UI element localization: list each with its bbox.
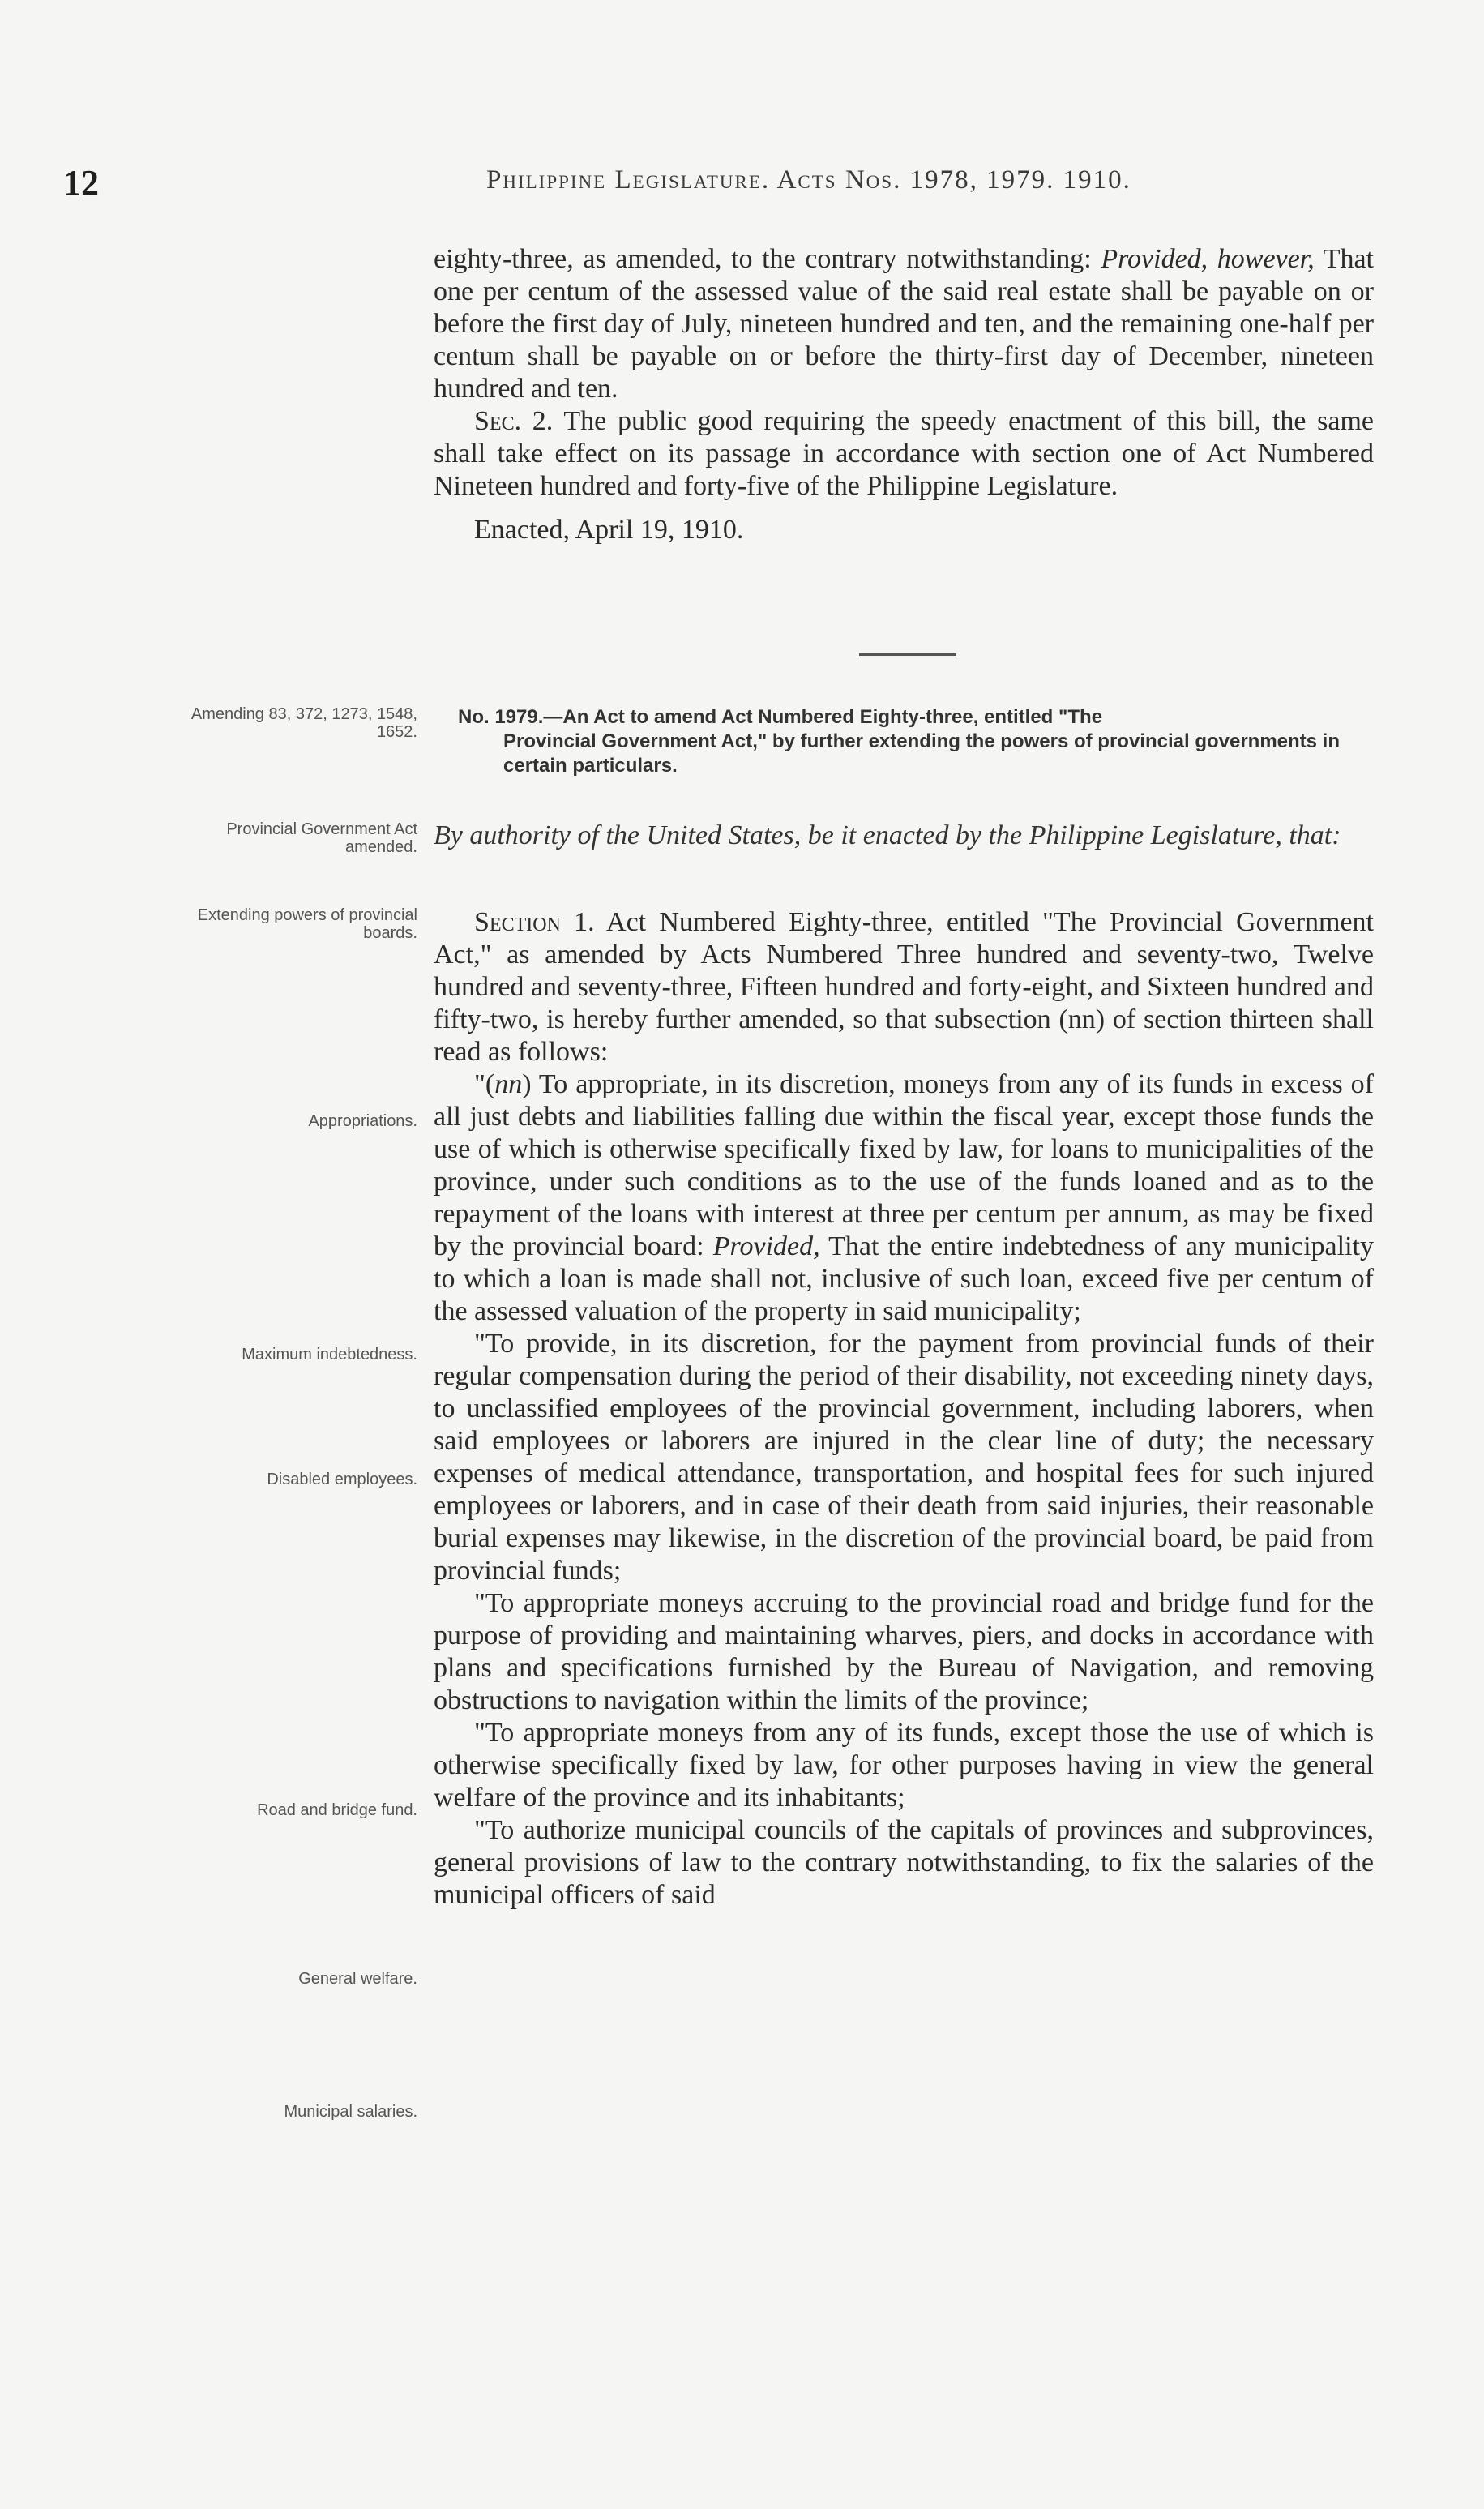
margin-note-extending: Extending powers of provincial boards. bbox=[197, 906, 417, 942]
proviso-text-a: eighty-three, as amended, to the contrary notwithstanding: bbox=[434, 244, 1101, 274]
margin-note-maximum: Maximum indebtedness. bbox=[242, 1346, 417, 1364]
margin-note-disabled: Disabled employees. bbox=[267, 1471, 417, 1488]
margin-note-appropriations: Appropriations. bbox=[308, 1112, 417, 1130]
act-1978-continuation bbox=[434, 243, 1374, 546]
running-head: Philippine Legislature. Acts Nos. 1978, 1979. 1910. bbox=[486, 165, 1131, 195]
municipal-salaries-clause: "To authorize municipal councils of the capitals of provinces and subprovinces, general provisions of law to the contrary notwithstanding, to fix the salaries of the municipal officers of said bbox=[434, 1815, 1374, 1910]
act-number: No. 1979. bbox=[458, 706, 544, 728]
section-1-label: Section 1. bbox=[474, 907, 595, 937]
section-1 bbox=[434, 906, 1374, 1068]
margin-note-welfare: General welfare. bbox=[298, 1970, 417, 1988]
subsection-nn bbox=[434, 1068, 1374, 1328]
nn-proviso-label: Provided, bbox=[712, 1231, 820, 1261]
nn-label: nn bbox=[494, 1069, 523, 1099]
margin-note-road: Road and bridge fund. bbox=[257, 1801, 417, 1819]
nn-text-c: That the entire indebtedness of any municipality to which a loan is made shall not, inclusive of such loan, exceed five per centum of the assessed valuation of the property in said municipality; bbox=[434, 1231, 1374, 1326]
proviso-text-b: That one per centum of the assessed value of the said real estate shall be payable on or before the first day of July, nineteen hundred and ten, and the remaining one-half per centum shall be payable on or before the thirty-first day of December, nineteen hundred and ten. bbox=[434, 244, 1374, 404]
section-2-text: The public good requiring the speedy enactment of this bill, the same shall take effect on its passage in accordance with section one of Act Numbered Nineteen hundred and forty-five of the Philippine Legislature. bbox=[434, 406, 1374, 501]
section-2-label: Sec. 2. bbox=[474, 406, 554, 436]
section-divider bbox=[859, 653, 956, 656]
proviso-label: Provided, however, bbox=[1101, 244, 1315, 274]
act-heading bbox=[458, 705, 1374, 778]
disabled-employees-clause: "To provide, in its discretion, for the payment from provincial funds of their regular compensation during the period of their disability, not exceeding ninety days, to unclassified employees of the provincial government, including laborers, when said employees or laborers are injured in the clear line of duty; the necessary expenses of medical attendance, transportation, and hospital fees for such injured employees or laborers, and in case of their death from said injuries, their reasonable burial expenses may likewise, in the discretion of the provincial board, be paid from provincial funds; bbox=[434, 1329, 1374, 1586]
margin-note-salaries: Municipal salaries. bbox=[284, 2103, 417, 2121]
page-number: 12 bbox=[63, 163, 99, 203]
nn-text-b: ) To appropriate, in its discretion, moneys from any of its funds in excess of all just debts and liabilities falling due within the fiscal year, except those funds the use of which is otherwise specifically fixed by law, for loans to municipalities of the province, under such conditions as to the use of the funds loaned and as to the repayment of the loans with interest at three per centum per annum, as may be fixed by the provincial board: bbox=[434, 1069, 1374, 1261]
section-1-text: Act Numbered Eighty-three, entitled "The Provincial Government Act," as amended by Acts Numbered Three hundred and seventy-two, Twelve hundred and seventy-three, Fifteen hundred and forty-eight, and Sixteen hundred and fifty-two, is hereby further amended, so that subsection (nn) of section thirteen shall read as follows: bbox=[434, 907, 1374, 1067]
road-bridge-clause: "To appropriate moneys accruing to the provincial road and bridge fund for the purpose of providing and maintaining wharves, piers, and docks in accordance with plans and specifications furnished by the Bureau of Navigation, and removing obstructions to navigation within the limits of the province; bbox=[434, 1588, 1374, 1715]
act-1979-body bbox=[434, 906, 1374, 1912]
enacted-date: Enacted, April 19, 1910. bbox=[474, 515, 744, 545]
general-welfare-clause: "To appropriate moneys from any of its funds, except those the use of which is otherwise specifically fixed by law, for other purposes having in view the general welfare of the province and its inhabitants; bbox=[434, 1718, 1374, 1813]
section-2 bbox=[434, 405, 1374, 503]
margin-note-amending: Amending 83, 372, 1273, 1548, 1652. bbox=[190, 705, 417, 741]
act-title-rest: Provincial Government Act," by further extending the powers of provincial governments in certain particulars. bbox=[503, 730, 1341, 777]
nn-open: "( bbox=[474, 1069, 495, 1099]
paragraph-proviso bbox=[434, 243, 1374, 405]
margin-note-gov-act: Provincial Government Act amended. bbox=[226, 820, 417, 856]
enacting-clause: By authority of the United States, be it enacted by the Philippine Legislature, that: bbox=[434, 820, 1341, 850]
act-title-first: —An Act to amend Act Numbered Eighty-three, entitled "The bbox=[543, 706, 1103, 728]
